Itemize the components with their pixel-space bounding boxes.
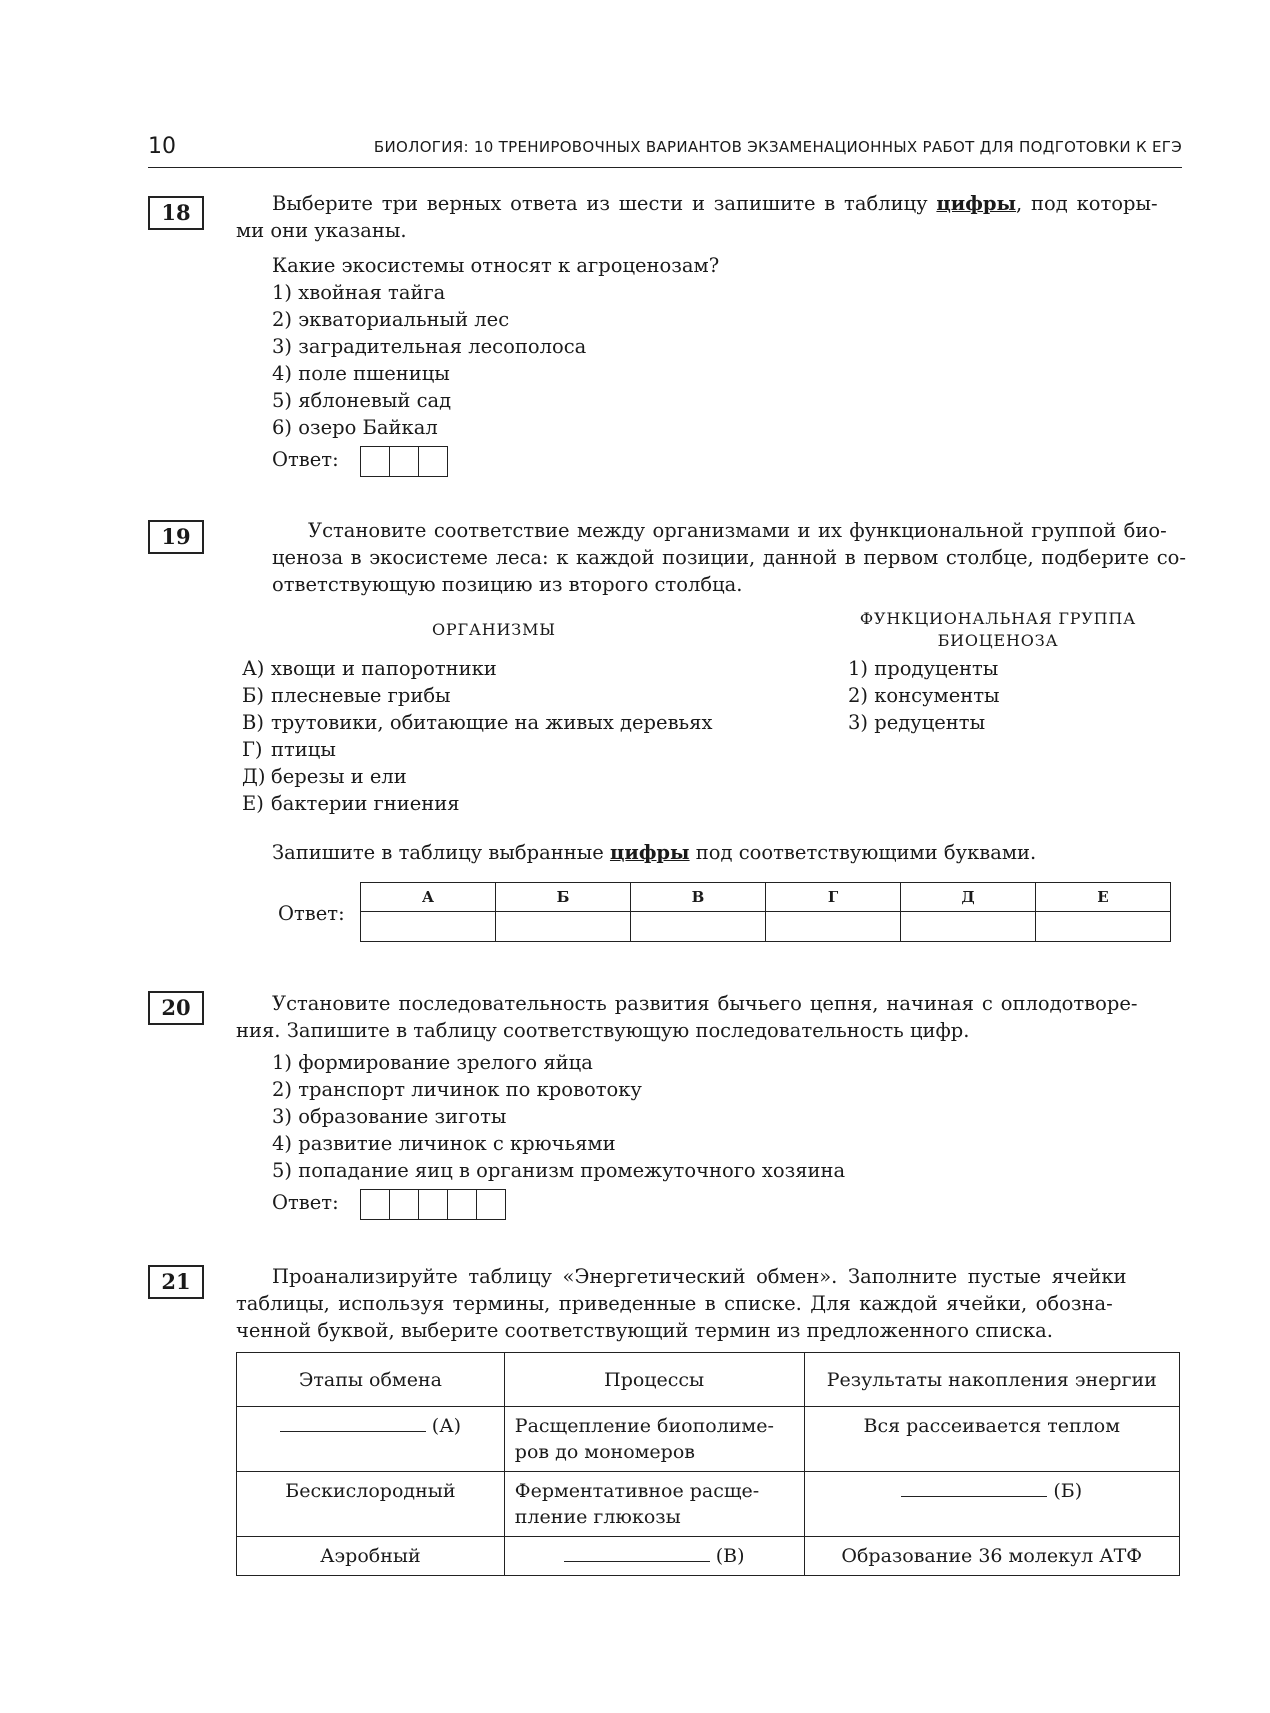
q20-options [272, 1049, 845, 1184]
organism-item [242, 763, 712, 790]
answer-letter: Е [1036, 883, 1171, 912]
answer-letter: Д [901, 883, 1036, 912]
process-cell [504, 1407, 804, 1472]
organisms-header: ОРГАНИЗМЫ [432, 620, 556, 639]
question-number-18: 18 [148, 196, 204, 230]
organism-letter: Д) [242, 765, 266, 788]
process-text-line1: Ферментативное расще- [514, 1480, 760, 1502]
answer-cell[interactable] [419, 447, 447, 476]
groups-header [848, 608, 1148, 652]
q20-option: 3) образование зиготы [272, 1105, 507, 1128]
blank-line[interactable] [901, 1478, 1047, 1497]
question-18 [236, 190, 1182, 244]
group-item: 2) консументы [848, 684, 1000, 707]
question-19 [236, 517, 1186, 598]
result-cell: Образование 36 молекул АТФ [804, 1537, 1180, 1576]
answer-cell[interactable] [390, 1190, 419, 1219]
organism-letter: Б) [242, 684, 264, 707]
question-number-19: 19 [148, 520, 204, 554]
organism-item [242, 682, 712, 709]
organisms-list [242, 655, 712, 817]
q20-answer-label: Ответ: [272, 1191, 339, 1214]
organism-item [242, 736, 712, 763]
answer-cell[interactable] [496, 912, 631, 942]
answer-cell[interactable] [631, 912, 766, 942]
stage-cell: Бескислородный [237, 1472, 505, 1537]
q18-option: 1) хвойная тайга [272, 281, 446, 304]
question-21 [236, 1263, 1182, 1344]
organism-letter: Е) [242, 792, 264, 815]
answer-cell[interactable] [448, 1190, 477, 1219]
q19-line: ответствующую позицию из второго столбца. [272, 573, 743, 596]
column-header: Этапы обмена [237, 1353, 505, 1407]
q18-option: 3) заградительная лесополоса [272, 335, 587, 358]
result-cell: Вся рассеивается теплом [804, 1407, 1180, 1472]
organism-text: бактерии гниения [271, 792, 460, 815]
q19-instruction-text: Запишите в таблицу выбранные [272, 841, 610, 864]
groups-list [848, 655, 1000, 736]
organism-text: плесневые грибы [271, 684, 451, 707]
organism-item [242, 790, 712, 817]
blank-marker: (Б) [1053, 1480, 1083, 1502]
question-number-21: 21 [148, 1265, 204, 1299]
q18-intro-text-end: , под которы- [1016, 192, 1158, 215]
q21-line: Проанализируйте таблицу «Энергетический обмен». Заполните пустые ячейки [272, 1265, 1127, 1288]
process-text-line1: Расщепление биополиме- [514, 1415, 774, 1437]
organism-item [242, 655, 712, 682]
q18-option: 2) экваториальный лес [272, 308, 510, 331]
group-item: 3) редуценты [848, 711, 986, 734]
question-20 [236, 990, 1182, 1044]
q18-option: 6) озеро Байкал [272, 416, 438, 439]
q20-option: 1) формирование зрелого яйца [272, 1051, 593, 1074]
organism-text: березы и ели [271, 765, 407, 788]
q19-answer-table [360, 882, 1171, 942]
table-row [237, 1407, 1180, 1472]
table-row [237, 1472, 1180, 1537]
blank-cell-v[interactable] [504, 1537, 804, 1576]
column-header: Результаты накопления энергии [804, 1353, 1180, 1407]
organism-letter: А) [242, 657, 265, 680]
q18-answer-cells[interactable] [360, 446, 448, 477]
q20-option: 4) развитие личинок с крючьями [272, 1132, 616, 1155]
q19-instruction-text-end: под соответствующими буквами. [689, 841, 1037, 864]
q18-intro [236, 190, 1182, 217]
q19-instruction [272, 839, 1036, 866]
organism-text: птицы [271, 738, 336, 761]
groups-header-line2: БИОЦЕНОЗА [937, 631, 1059, 650]
answer-cell[interactable] [1036, 912, 1171, 942]
q19-instruction-bold: цифры [609, 841, 690, 864]
organism-letter: Г) [242, 738, 263, 761]
q18-question: Какие экосистемы относят к агроценозам? [272, 254, 720, 277]
organism-text: трутовики, обитающие на живых деревьях [271, 711, 713, 734]
answer-cell[interactable] [361, 1190, 390, 1219]
process-text-line2: ров до мономеров [514, 1441, 695, 1463]
answer-cell[interactable] [477, 1190, 505, 1219]
question-number-20: 20 [148, 991, 204, 1025]
q18-body [272, 252, 719, 441]
stage-cell: Аэробный [237, 1537, 505, 1576]
answer-cell[interactable] [419, 1190, 448, 1219]
q21-line: ченной буквой, выберите соответствующий термин из предложенного списка. [236, 1319, 1053, 1342]
table-row [237, 1537, 1180, 1576]
blank-marker: (А) [431, 1415, 461, 1437]
answer-cell[interactable] [766, 912, 901, 942]
q20-option: 2) транспорт личинок по кровотоку [272, 1078, 642, 1101]
answer-cell[interactable] [901, 912, 1036, 942]
running-title: БИОЛОГИЯ: 10 ТРЕНИРОВОЧНЫХ ВАРИАНТОВ ЭКЗАМЕНАЦИОННЫХ РАБОТ ДЛЯ ПОДГОТОВКИ К ЕГЭ [373, 138, 1182, 156]
answer-letter: В [631, 883, 766, 912]
blank-line[interactable] [280, 1413, 426, 1432]
answer-letter: Б [496, 883, 631, 912]
header-divider [148, 167, 1182, 168]
q18-intro-bold: цифры [936, 192, 1017, 215]
q21-line: таблицы, используя термины, приведенные в списке. Для каждой ячейки, обозна- [236, 1292, 1113, 1315]
q18-option: 5) яблоневый сад [272, 389, 452, 412]
groups-header-line1: ФУНКЦИОНАЛЬНАЯ ГРУППА [859, 609, 1137, 628]
q19-line: ценоза в экосистеме леса: к каждой позиции, данной в первом столбце, подберите со- [272, 546, 1186, 569]
answer-letter: А [361, 883, 496, 912]
q18-intro-line2: ми они указаны. [236, 219, 407, 242]
q20-line2: ния. Запишите в таблицу соответствующую последовательность цифр. [236, 1019, 970, 1042]
answer-cell[interactable] [361, 447, 390, 476]
organism-letter: В) [242, 711, 264, 734]
q18-intro-text: Выберите три верных ответа из шести и запишите в таблицу [272, 192, 937, 215]
answer-cell[interactable] [361, 912, 496, 942]
energy-exchange-table [236, 1352, 1180, 1576]
q20-line1: Установите последовательность развития бычьего цепня, начиная с оплодотворе- [272, 992, 1138, 1015]
process-text-line2: пление глюкозы [514, 1506, 681, 1528]
group-item: 1) продуценты [848, 657, 999, 680]
organism-text: хвощи и папоротники [271, 657, 497, 680]
q18-option: 4) поле пшеницы [272, 362, 450, 385]
table-header-row [237, 1353, 1180, 1407]
page-number: 10 [148, 134, 176, 159]
blank-line[interactable] [564, 1543, 710, 1562]
process-cell [504, 1472, 804, 1537]
column-header: Процессы [504, 1353, 804, 1407]
blank-cell-a[interactable] [237, 1407, 505, 1472]
blank-marker: (В) [715, 1545, 745, 1567]
q20-answer-cells[interactable] [360, 1189, 506, 1220]
q18-answer-label: Ответ: [272, 448, 339, 471]
q20-option: 5) попадание яиц в организм промежуточного хозяина [272, 1159, 846, 1182]
q19-line: Установите соответствие между организмами и их функциональной группой био- [308, 519, 1167, 542]
organism-item [242, 709, 712, 736]
answer-cell[interactable] [390, 447, 419, 476]
blank-cell-b[interactable] [804, 1472, 1180, 1537]
q19-answer-label: Ответ: [278, 902, 345, 925]
answer-letter: Г [766, 883, 901, 912]
